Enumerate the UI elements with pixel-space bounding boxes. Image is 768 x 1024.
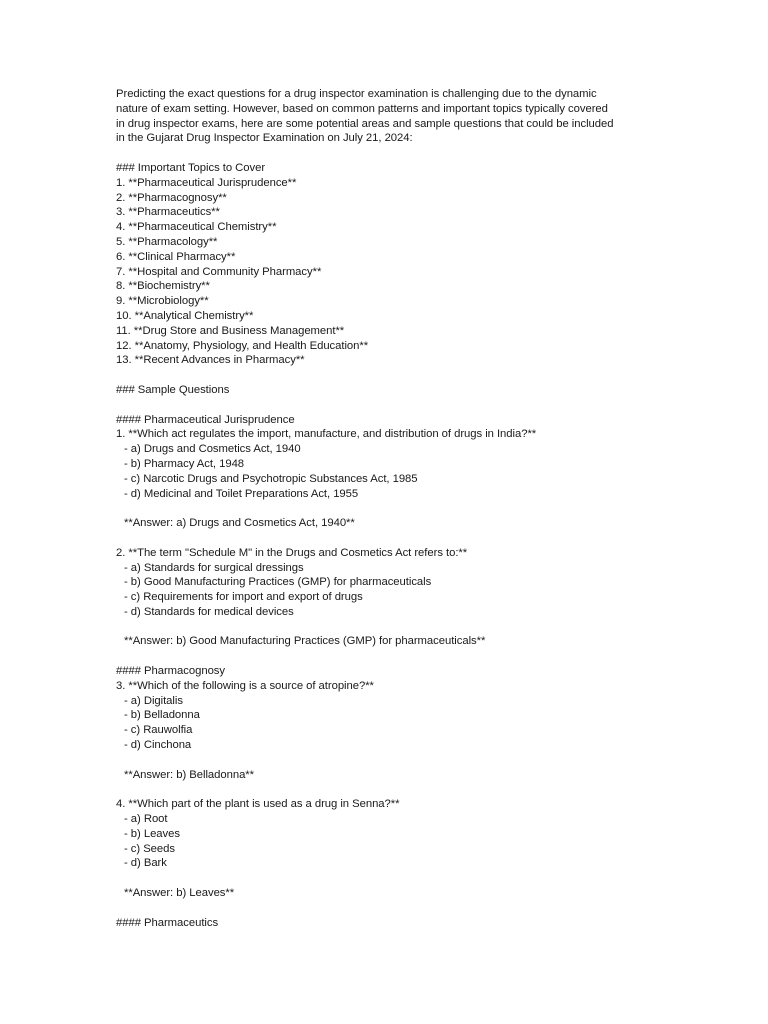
option-item: - b) Good Manufacturing Practices (GMP) for pharmaceuticals <box>124 576 432 589</box>
document-body <box>116 87 656 930</box>
blank-line <box>116 620 656 635</box>
answer-text: **Answer: b) Leaves** <box>124 887 235 900</box>
option-item: - c) Seeds <box>124 842 175 855</box>
topic-item: 7. **Hospital and Community Pharmacy** <box>116 265 322 278</box>
option-item: - b) Leaves <box>124 827 180 840</box>
option-item: - c) Requirements for import and export of drugs <box>124 591 363 604</box>
topic-item: 4. **Pharmaceutical Chemistry** <box>116 221 277 234</box>
topic-item: 3. **Pharmaceutics** <box>116 206 220 219</box>
option-item: - a) Drugs and Cosmetics Act, 1940 <box>124 443 301 456</box>
question-text: 4. **Which part of the plant is used as a drug in Senna?** <box>116 798 400 811</box>
blank-line <box>116 782 656 797</box>
topic-item: 6. **Clinical Pharmacy** <box>116 250 236 263</box>
answer-text: **Answer: a) Drugs and Cosmetics Act, 1940** <box>124 517 355 530</box>
question-text: 2. **The term "Schedule M" in the Drugs and Cosmetics Act refers to:** <box>116 546 468 559</box>
topic-item: 8. **Biochemistry** <box>116 280 210 293</box>
blank-line <box>116 753 656 768</box>
option-item: - b) Pharmacy Act, 1948 <box>124 457 245 470</box>
topic-item: 5. **Pharmacology** <box>116 235 218 248</box>
question-text: 1. **Which act regulates the import, manufacture, and distribution of drugs in India?** <box>116 428 537 441</box>
topic-item: 10. **Analytical Chemistry** <box>116 309 254 322</box>
sample-questions-heading: ### Sample Questions <box>116 383 230 396</box>
option-item: - a) Digitalis <box>124 694 183 707</box>
intro-line: in the Gujarat Drug Inspector Examination on July 21, 2024: <box>116 132 413 145</box>
topic-item: 11. **Drug Store and Business Management** <box>116 324 345 337</box>
blank-line <box>116 146 656 161</box>
option-item: - d) Cinchona <box>124 739 192 752</box>
topic-item: 12. **Anatomy, Physiology, and Health Education** <box>116 339 369 352</box>
option-item: - b) Belladonna <box>124 709 200 722</box>
topic-item: 13. **Recent Advances in Pharmacy** <box>116 354 305 367</box>
blank-line <box>116 531 656 546</box>
intro-line: in drug inspector exams, here are some potential areas and sample questions that could be included <box>116 117 614 130</box>
blank-line <box>116 398 656 413</box>
answer-text: **Answer: b) Belladonna** <box>124 768 254 781</box>
section-heading: #### Pharmacognosy <box>116 665 226 678</box>
intro-line: nature of exam setting. However, based on common patterns and important topics typically covered <box>116 102 608 115</box>
option-item: - c) Rauwolfia <box>124 724 193 737</box>
option-item: - d) Bark <box>124 857 167 870</box>
question-text: 3. **Which of the following is a source of atropine?** <box>116 679 374 692</box>
option-item: - d) Medicinal and Toilet Preparations Act, 1955 <box>124 487 359 500</box>
blank-line <box>116 501 656 516</box>
topic-item: 9. **Microbiology** <box>116 295 209 308</box>
intro-line: Predicting the exact questions for a drug inspector examination is challenging due to the dynamic <box>116 88 597 100</box>
answer-text: **Answer: b) Good Manufacturing Practices (GMP) for pharmaceuticals** <box>124 635 486 648</box>
section-heading: #### Pharmaceutical Jurisprudence <box>116 413 295 426</box>
topic-item: 2. **Pharmacognosy** <box>116 191 227 204</box>
option-item: - c) Narcotic Drugs and Psychotropic Substances Act, 1985 <box>124 472 418 485</box>
blank-line <box>116 871 656 886</box>
option-item: - a) Root <box>124 813 168 826</box>
blank-line <box>116 368 656 383</box>
option-item: - a) Standards for surgical dressings <box>124 561 304 574</box>
topic-item: 1. **Pharmaceutical Jurisprudence** <box>116 176 297 189</box>
option-item: - d) Standards for medical devices <box>124 605 294 618</box>
topics-heading: ### Important Topics to Cover <box>116 161 266 174</box>
blank-line <box>116 649 656 664</box>
section-heading: #### Pharmaceutics <box>116 916 219 929</box>
blank-line <box>116 901 656 916</box>
